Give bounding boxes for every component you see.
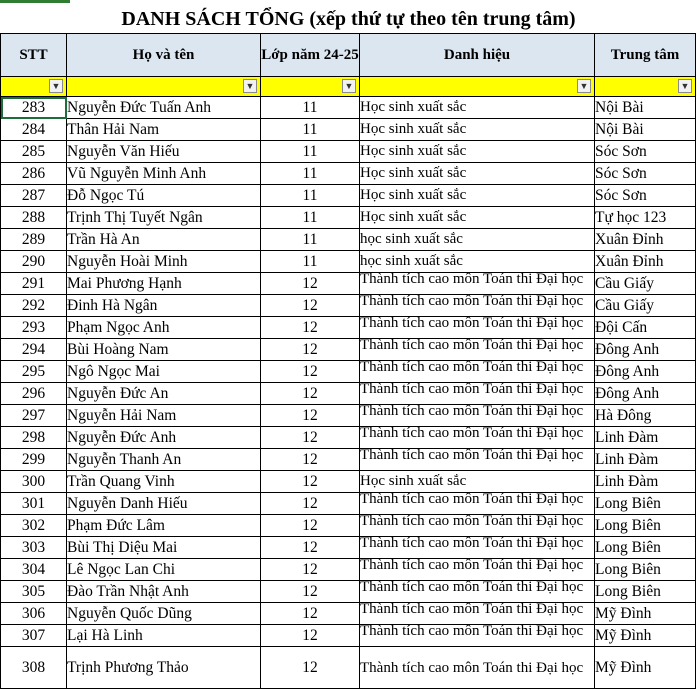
cell-honor[interactable] bbox=[360, 251, 595, 273]
cell-honor[interactable] bbox=[360, 427, 595, 449]
table-row bbox=[1, 119, 696, 141]
cell-honor-text: Học sinh xuất sắc bbox=[360, 473, 467, 489]
table-row bbox=[1, 141, 696, 163]
cell-name[interactable]: Thân Hải Nam bbox=[67, 119, 261, 141]
cell-honor-text: Thành tích cao môn Toán thi Đại học bbox=[360, 404, 584, 419]
cell-center[interactable]: Linh Đàm bbox=[595, 427, 696, 449]
table-row bbox=[1, 405, 696, 427]
cell-honor[interactable] bbox=[360, 537, 595, 559]
cell-honor-text: Thành tích cao môn Toán thi Đại học bbox=[360, 294, 584, 309]
cell-stt[interactable]: 307 bbox=[1, 625, 67, 647]
filter-cell-grade[interactable] bbox=[261, 77, 360, 97]
cell-name[interactable]: Nguyễn Thanh An bbox=[67, 449, 261, 471]
cell-honor[interactable] bbox=[360, 207, 595, 229]
cell-name[interactable]: Mai Phương Hạnh bbox=[67, 273, 261, 295]
cell-honor-text: học sinh xuất sắc bbox=[360, 231, 463, 247]
cell-stt[interactable]: 284 bbox=[1, 119, 67, 141]
sheet-title: DANH SÁCH TỔNG (xếp thứ tự theo tên trung tâm) bbox=[121, 8, 576, 30]
cell-name[interactable]: Nguyễn Đức Anh bbox=[67, 427, 261, 449]
cell-grade[interactable]: 12 bbox=[261, 273, 360, 295]
cell-honor-text: Học sinh xuất sắc bbox=[360, 187, 467, 203]
cell-grade[interactable]: 11 bbox=[261, 207, 360, 229]
cell-center[interactable]: Linh Đàm bbox=[595, 449, 696, 471]
table-row bbox=[1, 163, 696, 185]
table-body bbox=[1, 97, 696, 689]
table-row bbox=[1, 581, 696, 603]
cell-name[interactable]: Phạm Ngọc Anh bbox=[67, 317, 261, 339]
cell-honor-text: Thành tích cao môn Toán thi Đại học bbox=[360, 426, 584, 441]
cell-honor-text: Thành tích cao môn Toán thi Đại học bbox=[360, 360, 584, 375]
cell-honor[interactable] bbox=[360, 97, 595, 119]
cell-honor-text: Thành tích cao môn Toán thi Đại học bbox=[360, 382, 584, 397]
cell-stt[interactable]: 292 bbox=[1, 295, 67, 317]
header-grade[interactable]: Lớp năm 24-25 bbox=[261, 34, 360, 77]
cell-honor[interactable] bbox=[360, 339, 595, 361]
cell-center[interactable]: Đông Anh bbox=[595, 361, 696, 383]
cell-honor[interactable] bbox=[360, 647, 595, 689]
cell-grade[interactable]: 12 bbox=[261, 559, 360, 581]
cell-grade[interactable]: 12 bbox=[261, 405, 360, 427]
cell-name[interactable]: Ngô Ngọc Mai bbox=[67, 361, 261, 383]
cell-stt[interactable]: 300 bbox=[1, 471, 67, 493]
chevron-down-icon[interactable]: ▼ bbox=[678, 79, 692, 93]
cell-stt[interactable]: 301 bbox=[1, 493, 67, 515]
cell-honor-text: Thành tích cao môn Toán thi Đại học bbox=[360, 624, 584, 639]
table-row bbox=[1, 647, 696, 689]
cell-honor-text: Thành tích cao môn Toán thi Đại học bbox=[360, 659, 584, 676]
cell-honor[interactable] bbox=[360, 119, 595, 141]
cell-honor[interactable] bbox=[360, 163, 595, 185]
cell-honor-text: học sinh xuất sắc bbox=[360, 253, 463, 269]
table-row bbox=[1, 273, 696, 295]
table-row bbox=[1, 537, 696, 559]
cell-honor[interactable] bbox=[360, 317, 595, 339]
cell-grade[interactable]: 12 bbox=[261, 383, 360, 405]
cell-stt[interactable]: 303 bbox=[1, 537, 67, 559]
cell-honor-text: Thành tích cao môn Toán thi Đại học bbox=[360, 536, 584, 551]
cell-grade[interactable]: 12 bbox=[261, 603, 360, 625]
cell-name[interactable]: Nguyễn Danh Hiếu bbox=[67, 493, 261, 515]
cell-grade[interactable]: 12 bbox=[261, 427, 360, 449]
cell-honor-text: Thành tích cao môn Toán thi Đại học bbox=[360, 448, 584, 463]
chevron-down-icon[interactable]: ▼ bbox=[342, 79, 356, 93]
filter-cell-center[interactable] bbox=[595, 77, 696, 97]
cell-stt[interactable]: 298 bbox=[1, 427, 67, 449]
cell-center[interactable]: Mỹ Đình bbox=[595, 603, 696, 625]
header-center[interactable]: Trung tâm bbox=[595, 34, 696, 77]
cell-grade[interactable]: 12 bbox=[261, 339, 360, 361]
cell-name[interactable]: Nguyễn Văn Hiếu bbox=[67, 141, 261, 163]
header-stt[interactable]: STT bbox=[1, 34, 67, 77]
cell-honor[interactable] bbox=[360, 229, 595, 251]
cell-center[interactable]: Sóc Sơn bbox=[595, 163, 696, 185]
cell-name[interactable]: Bùi Thị Diệu Mai bbox=[67, 537, 261, 559]
cell-grade[interactable]: 11 bbox=[261, 141, 360, 163]
table-row bbox=[1, 559, 696, 581]
cell-stt[interactable]: 285 bbox=[1, 141, 67, 163]
table-row bbox=[1, 515, 696, 537]
cell-honor[interactable] bbox=[360, 185, 595, 207]
table-row bbox=[1, 625, 696, 647]
cell-stt[interactable]: 297 bbox=[1, 405, 67, 427]
cell-center[interactable]: Nội Bài bbox=[595, 119, 696, 141]
cell-stt[interactable]: 302 bbox=[1, 515, 67, 537]
cell-center[interactable]: Mỹ Đình bbox=[595, 625, 696, 647]
filter-cell-stt[interactable] bbox=[1, 77, 67, 97]
cell-honor-text: Thành tích cao môn Toán thi Đại học bbox=[360, 492, 584, 507]
cell-grade[interactable]: 12 bbox=[261, 581, 360, 603]
cell-center[interactable]: Cầu Giấy bbox=[595, 273, 696, 295]
cell-name[interactable]: Bùi Hoàng Nam bbox=[67, 339, 261, 361]
cell-honor-text: Thành tích cao môn Toán thi Đại học bbox=[360, 338, 584, 353]
cell-grade[interactable]: 11 bbox=[261, 97, 360, 119]
table-row bbox=[1, 295, 696, 317]
cell-honor[interactable] bbox=[360, 295, 595, 317]
cell-center[interactable]: Hà Đông bbox=[595, 405, 696, 427]
cell-center[interactable]: Đông Anh bbox=[595, 383, 696, 405]
student-list-table bbox=[0, 33, 696, 689]
cell-honor[interactable] bbox=[360, 141, 595, 163]
table-row bbox=[1, 229, 696, 251]
cell-stt[interactable]: 305 bbox=[1, 581, 67, 603]
table-row bbox=[1, 251, 696, 273]
cell-name[interactable]: Vũ Nguyễn Minh Anh bbox=[67, 163, 261, 185]
chevron-down-icon[interactable]: ▼ bbox=[243, 79, 257, 93]
cell-stt[interactable]: 289 bbox=[1, 229, 67, 251]
table-row bbox=[1, 383, 696, 405]
cell-name[interactable]: Nguyễn Đức An bbox=[67, 383, 261, 405]
cell-stt[interactable]: 291 bbox=[1, 273, 67, 295]
cell-honor[interactable] bbox=[360, 625, 595, 647]
table-row bbox=[1, 339, 696, 361]
cell-grade[interactable]: 12 bbox=[261, 361, 360, 383]
cell-center[interactable]: Long Biên bbox=[595, 537, 696, 559]
cell-honor[interactable] bbox=[360, 603, 595, 625]
cell-center[interactable]: Linh Đàm bbox=[595, 471, 696, 493]
table-row bbox=[1, 207, 696, 229]
cell-grade[interactable]: 12 bbox=[261, 537, 360, 559]
cell-stt[interactable]: 287 bbox=[1, 185, 67, 207]
cell-name[interactable]: Trần Quang Vinh bbox=[67, 471, 261, 493]
cell-stt[interactable]: 306 bbox=[1, 603, 67, 625]
cell-stt[interactable]: 308 bbox=[1, 647, 67, 689]
cell-center[interactable]: Xuân Đỉnh bbox=[595, 229, 696, 251]
cell-honor[interactable] bbox=[360, 559, 595, 581]
cell-center[interactable]: Đông Anh bbox=[595, 339, 696, 361]
cell-honor[interactable] bbox=[360, 383, 595, 405]
cell-grade[interactable]: 12 bbox=[261, 625, 360, 647]
cell-center[interactable]: Đội Cấn bbox=[595, 317, 696, 339]
cell-honor[interactable] bbox=[360, 405, 595, 427]
cell-honor-text: Thành tích cao môn Toán thi Đại học bbox=[360, 558, 584, 573]
table-row bbox=[1, 427, 696, 449]
cell-name[interactable]: Trịnh Thị Tuyết Ngân bbox=[67, 207, 261, 229]
cell-grade[interactable]: 12 bbox=[261, 449, 360, 471]
cell-grade[interactable]: 12 bbox=[261, 647, 360, 689]
header-row bbox=[1, 34, 696, 77]
cell-grade[interactable]: 11 bbox=[261, 185, 360, 207]
cell-honor[interactable] bbox=[360, 471, 595, 493]
cell-name[interactable]: Nguyễn Hải Nam bbox=[67, 405, 261, 427]
cell-honor[interactable] bbox=[360, 581, 595, 603]
cell-name[interactable]: Lại Hà Linh bbox=[67, 625, 261, 647]
table-row bbox=[1, 97, 696, 119]
cell-stt[interactable]: 296 bbox=[1, 383, 67, 405]
filter-cell-name[interactable] bbox=[67, 77, 261, 97]
cell-grade[interactable]: 12 bbox=[261, 317, 360, 339]
cell-honor[interactable] bbox=[360, 493, 595, 515]
selected-column-indicator bbox=[0, 0, 70, 3]
cell-name[interactable]: Nguyễn Hoài Minh bbox=[67, 251, 261, 273]
cell-honor-text: Thành tích cao môn Toán thi Đại học bbox=[360, 602, 584, 617]
chevron-down-icon[interactable]: ▼ bbox=[577, 79, 591, 93]
cell-center[interactable]: Mỹ Đình bbox=[595, 647, 696, 689]
cell-name[interactable]: Phạm Đức Lâm bbox=[67, 515, 261, 537]
cell-grade[interactable]: 12 bbox=[261, 493, 360, 515]
cell-grade[interactable]: 11 bbox=[261, 163, 360, 185]
cell-center[interactable]: Xuân Đỉnh bbox=[595, 251, 696, 273]
cell-stt[interactable]: 283 bbox=[1, 97, 67, 119]
table-row bbox=[1, 185, 696, 207]
cell-center[interactable]: Sóc Sơn bbox=[595, 185, 696, 207]
table-row bbox=[1, 493, 696, 515]
cell-stt[interactable]: 295 bbox=[1, 361, 67, 383]
cell-honor-text: Học sinh xuất sắc bbox=[360, 165, 467, 181]
cell-honor-text: Học sinh xuất sắc bbox=[360, 209, 467, 225]
cell-center[interactable]: Tự học 123 bbox=[595, 207, 696, 229]
cell-name[interactable]: Đào Trần Nhật Anh bbox=[67, 581, 261, 603]
cell-name[interactable]: Nguyễn Quốc Dũng bbox=[67, 603, 261, 625]
table-row bbox=[1, 449, 696, 471]
chevron-down-icon[interactable]: ▼ bbox=[49, 79, 63, 93]
cell-honor-text: Học sinh xuất sắc bbox=[360, 99, 467, 115]
cell-stt[interactable]: 293 bbox=[1, 317, 67, 339]
cell-honor-text: Thành tích cao môn Toán thi Đại học bbox=[360, 580, 584, 595]
cell-grade[interactable]: 12 bbox=[261, 515, 360, 537]
table-row bbox=[1, 603, 696, 625]
cell-center[interactable]: Long Biên bbox=[595, 493, 696, 515]
table-row bbox=[1, 317, 696, 339]
cell-grade[interactable]: 11 bbox=[261, 229, 360, 251]
cell-center[interactable]: Long Biên bbox=[595, 581, 696, 603]
cell-honor[interactable] bbox=[360, 273, 595, 295]
header-honor[interactable]: Danh hiệu bbox=[360, 34, 595, 77]
cell-name[interactable]: Lê Ngọc Lan Chi bbox=[67, 559, 261, 581]
cell-stt[interactable]: 290 bbox=[1, 251, 67, 273]
cell-stt[interactable]: 304 bbox=[1, 559, 67, 581]
cell-honor-text: Thành tích cao môn Toán thi Đại học bbox=[360, 316, 584, 331]
cell-honor[interactable] bbox=[360, 361, 595, 383]
cell-stt[interactable]: 288 bbox=[1, 207, 67, 229]
cell-honor[interactable] bbox=[360, 449, 595, 471]
cell-honor-text: Thành tích cao môn Toán thi Đại học bbox=[360, 514, 584, 529]
cell-honor-text: Học sinh xuất sắc bbox=[360, 121, 467, 137]
cell-name[interactable]: Đỗ Ngọc Tú bbox=[67, 185, 261, 207]
cell-center[interactable]: Cầu Giấy bbox=[595, 295, 696, 317]
cell-center[interactable]: Long Biên bbox=[595, 559, 696, 581]
filter-cell-honor[interactable] bbox=[360, 77, 595, 97]
table-row bbox=[1, 361, 696, 383]
table-row bbox=[1, 471, 696, 493]
cell-name[interactable]: Đinh Hà Ngân bbox=[67, 295, 261, 317]
cell-center[interactable]: Long Biên bbox=[595, 515, 696, 537]
cell-name[interactable]: Nguyễn Đức Tuấn Anh bbox=[67, 97, 261, 119]
cell-name[interactable]: Trần Hà An bbox=[67, 229, 261, 251]
cell-honor-text: Học sinh xuất sắc bbox=[360, 143, 467, 159]
cell-honor[interactable] bbox=[360, 515, 595, 537]
cell-grade[interactable]: 12 bbox=[261, 471, 360, 493]
header-name[interactable]: Họ và tên bbox=[67, 34, 261, 77]
cell-stt[interactable]: 286 bbox=[1, 163, 67, 185]
cell-center[interactable]: Sóc Sơn bbox=[595, 141, 696, 163]
cell-stt[interactable]: 299 bbox=[1, 449, 67, 471]
cell-grade[interactable]: 11 bbox=[261, 119, 360, 141]
cell-honor-text: Thành tích cao môn Toán thi Đại học bbox=[360, 272, 584, 287]
cell-name[interactable]: Trịnh Phương Thảo bbox=[67, 647, 261, 689]
cell-grade[interactable]: 11 bbox=[261, 251, 360, 273]
cell-center[interactable]: Nội Bài bbox=[595, 97, 696, 119]
cell-grade[interactable]: 12 bbox=[261, 295, 360, 317]
cell-stt[interactable]: 294 bbox=[1, 339, 67, 361]
filter-row bbox=[1, 77, 696, 97]
